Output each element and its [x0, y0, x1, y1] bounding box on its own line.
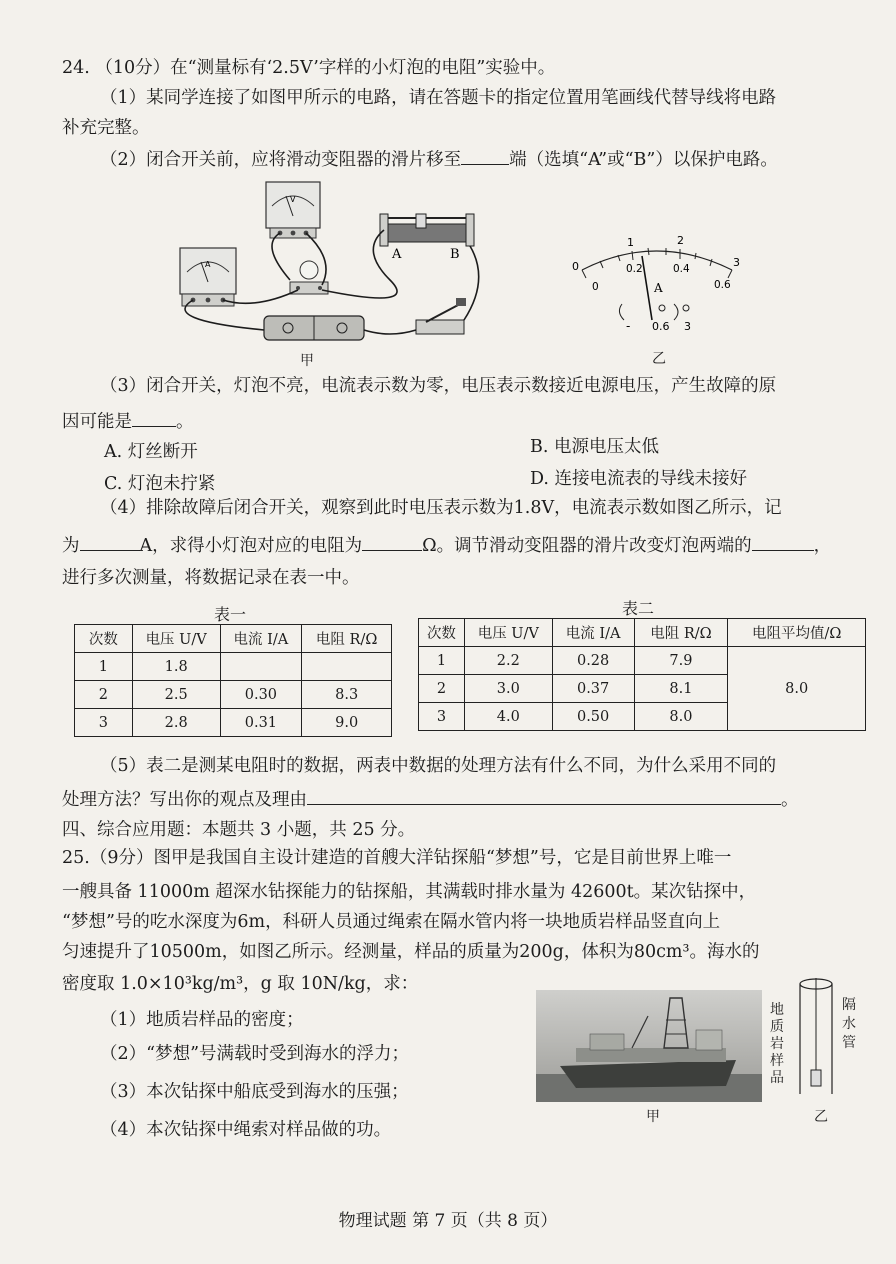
dial-top-0: 0 [572, 260, 579, 273]
q25-line1: 25.（9分）图甲是我国自主设计建造的首艘大洋钻探船“梦想”号，它是目前世界上唯一 [62, 848, 732, 868]
table-header-cell: 次数 [419, 619, 465, 647]
table-row [419, 647, 866, 675]
table-row [75, 681, 392, 709]
table-cell: 2.5 [132, 681, 220, 709]
ammeter-letter: A [205, 260, 211, 269]
q24-part3-line2 [62, 408, 194, 434]
q25-item2: （2）“梦想”号满载时受到海水的浮力； [100, 1044, 410, 1064]
table-cell: 2 [75, 681, 133, 709]
dial-bottom-3: 0.6 [714, 279, 731, 291]
table-cell: 9.0 [302, 709, 392, 737]
switch-icon [416, 298, 466, 334]
dial-top-1: 1 [627, 236, 634, 249]
q24-part4-text-c: Ω。调节滑动变阻器的滑片改变灯泡两端的 [422, 536, 752, 556]
table-cell: 2.2 [464, 647, 552, 675]
q24-part4-blank-current[interactable] [80, 532, 140, 551]
q24-part3-blank[interactable] [132, 408, 176, 427]
table-cell: 1 [419, 647, 465, 675]
table-cell: 0.50 [552, 703, 634, 731]
voltmeter-icon [266, 182, 320, 238]
table-cell: 1 [75, 653, 133, 681]
dial-top-2: 2 [677, 234, 684, 247]
voltmeter-letter: V [290, 195, 296, 204]
table-cell: 8.3 [302, 681, 392, 709]
q24-part4-line2 [62, 532, 831, 558]
terminal-3: 3 [684, 320, 691, 333]
q25-line5: 密度取 1.0×10³kg/m³，g 取 10N/kg，求： [62, 974, 419, 994]
q24-header: 24. （10分）在“测量标有‘2.5V’字样的小灯泡的电阻”实验中。 [62, 58, 556, 78]
dial-unit: A [654, 281, 663, 295]
table1-header-row [75, 625, 392, 653]
table-cell: 3 [419, 703, 465, 731]
option-c: C. 灯泡未拧紧 [104, 474, 216, 494]
table-cell-blank[interactable] [220, 653, 302, 681]
table-header-cell: 电流 I/A [220, 625, 302, 653]
table-header-cell: 电阻 R/Ω [302, 625, 392, 653]
table-cell: 8.1 [634, 675, 728, 703]
table-cell: 0.37 [552, 675, 634, 703]
q24-part1-line2: 补充完整。 [62, 118, 150, 138]
table2 [418, 618, 866, 731]
dial-bottom-0: 0 [592, 281, 599, 293]
q24-part5-period: 。 [781, 790, 799, 810]
q24-part4-blank-quantity[interactable] [752, 532, 814, 551]
q24-part4-text-d: ， [813, 536, 832, 556]
option-a: A. 灯丝断开 [104, 442, 198, 462]
q24-part2-blank[interactable] [461, 146, 509, 165]
table-cell: 2.8 [132, 709, 220, 737]
table2-header-row [419, 619, 866, 647]
table-header-cell: 电压 U/V [132, 625, 220, 653]
table2-caption: 表二 [622, 599, 655, 618]
ammeter-device-icon [180, 248, 236, 306]
q24-part4-line3: 进行多次测量，将数据记录在表一中。 [62, 568, 360, 588]
terminal-0.6: 0.6 [652, 320, 670, 333]
q24-part5-text: 处理方法？写出你的观点及理由 [62, 790, 307, 810]
q24-part2-text-after: 端（选填“A”或“B”）以保护电路。 [509, 150, 778, 170]
table-cell: 7.9 [634, 647, 728, 675]
q25-item3: （3）本次钻探中船底受到海水的压强； [100, 1082, 409, 1102]
figure-pipe-label: 乙 [814, 1109, 828, 1125]
q24-part4-line1: （4）排除故障后闭合开关，观察到此时电压表示数为1.8V，电流表示数如图乙所示，记 [100, 498, 782, 518]
dial-bottom-2: 0.4 [673, 263, 690, 275]
option-d: D. 连接电流表的导线未接好 [530, 469, 748, 489]
q24-part2-text-before: （2）闭合开关前，应将滑动变阻器的滑片移至 [100, 150, 462, 170]
table-cell: 2 [419, 675, 465, 703]
rheostat-icon [380, 214, 474, 262]
terminal-neg: - [626, 319, 631, 333]
circuit-figure [160, 170, 500, 360]
dial-top-3: 3 [733, 256, 740, 269]
figure-ship-label: 甲 [646, 1109, 660, 1125]
table-cell: 0.31 [220, 709, 302, 737]
page-footer: 物理试题 第 7 页（共 8 页） [338, 1211, 558, 1231]
table-cell: 4.0 [464, 703, 552, 731]
sample-label: 地质岩样品 [770, 1002, 784, 1086]
table-cell: 1.8 [132, 653, 220, 681]
table-header-cell: 电流 I/A [552, 619, 634, 647]
battery-icon [264, 316, 364, 340]
rheostat-label-b: B [450, 247, 460, 262]
q25-line2: 一艘具备 11000m 超深水钻探能力的钻探船，其满载时排水量为 42600t。某次钻探中， [62, 882, 757, 902]
q24-part4-text-b: A，求得小灯泡对应的电阻为 [139, 536, 363, 556]
table-cell: 0.28 [552, 647, 634, 675]
table-header-cell: 次数 [75, 625, 133, 653]
table-header-cell: 电阻平均值/Ω [728, 619, 866, 647]
q24-part5-line2 [62, 786, 799, 812]
q24-part1-line1: （1）某同学连接了如图甲所示的电路，请在答题卡的指定位置用笔画线代替导线将电路 [100, 88, 777, 108]
q24-part5-blank[interactable] [307, 786, 781, 805]
q24-part3-line1: （3）闭合开关，灯泡不亮，电流表示数为零，电压表示数接近电源电压，产生故障的原 [100, 376, 777, 396]
rheostat-label-a: A [392, 247, 402, 262]
figure-yi-label: 乙 [652, 351, 666, 367]
dial-ticks [582, 248, 732, 278]
pipe-label: 隔水管 [842, 997, 856, 1051]
dial-pointer [642, 256, 652, 320]
table-row [75, 709, 392, 737]
table-cell-blank[interactable] [302, 653, 392, 681]
section4-heading: 四、综合应用题：本题共 3 小题，共 25 分。 [62, 820, 416, 840]
q25-item4: （4）本次钻探中绳索对样品做的功。 [100, 1120, 392, 1140]
table-cell: 8.0 [634, 703, 728, 731]
q24-part4-text-a: 为 [62, 536, 80, 556]
q24-part4-blank-resistance[interactable] [362, 532, 422, 551]
q24-part3-period: 。 [176, 412, 194, 432]
table-header-cell: 电压 U/V [464, 619, 552, 647]
q24-part3-text: 因可能是 [62, 412, 132, 432]
q24-part5-line1: （5）表二是测某电阻时的数据，两表中数据的处理方法有什么不同，为什么采用不同的 [100, 756, 777, 776]
ammeter-dial-figure [570, 228, 750, 348]
table-header-cell: 电阻 R/Ω [634, 619, 728, 647]
q25-line4: 匀速提升了10500m，如图乙所示。经测量，样品的质量为200g，体积为80cm³。海水的 [62, 942, 760, 962]
table-cell: 0.30 [220, 681, 302, 709]
dial-bottom-1: 0.2 [626, 263, 643, 275]
table2-average-cell: 8.0 [728, 647, 866, 731]
q25-line3: “梦想”号的吃水深度为6m，科研人员通过绳索在隔水管内将一块地质岩样品竖直向上 [62, 912, 721, 932]
q25-item1: （1）地质岩样品的密度； [100, 1010, 304, 1030]
table-row [75, 653, 392, 681]
table-cell: 3.0 [464, 675, 552, 703]
table1-caption: 表一 [214, 605, 247, 624]
drilling-ship-photo [536, 990, 762, 1102]
figure-jia-label: 甲 [300, 353, 314, 369]
table-cell: 3 [75, 709, 133, 737]
table1 [74, 624, 392, 737]
q24-part2 [100, 146, 778, 172]
option-b: B. 电源电压太低 [530, 437, 659, 457]
bulb-icon [290, 261, 328, 294]
